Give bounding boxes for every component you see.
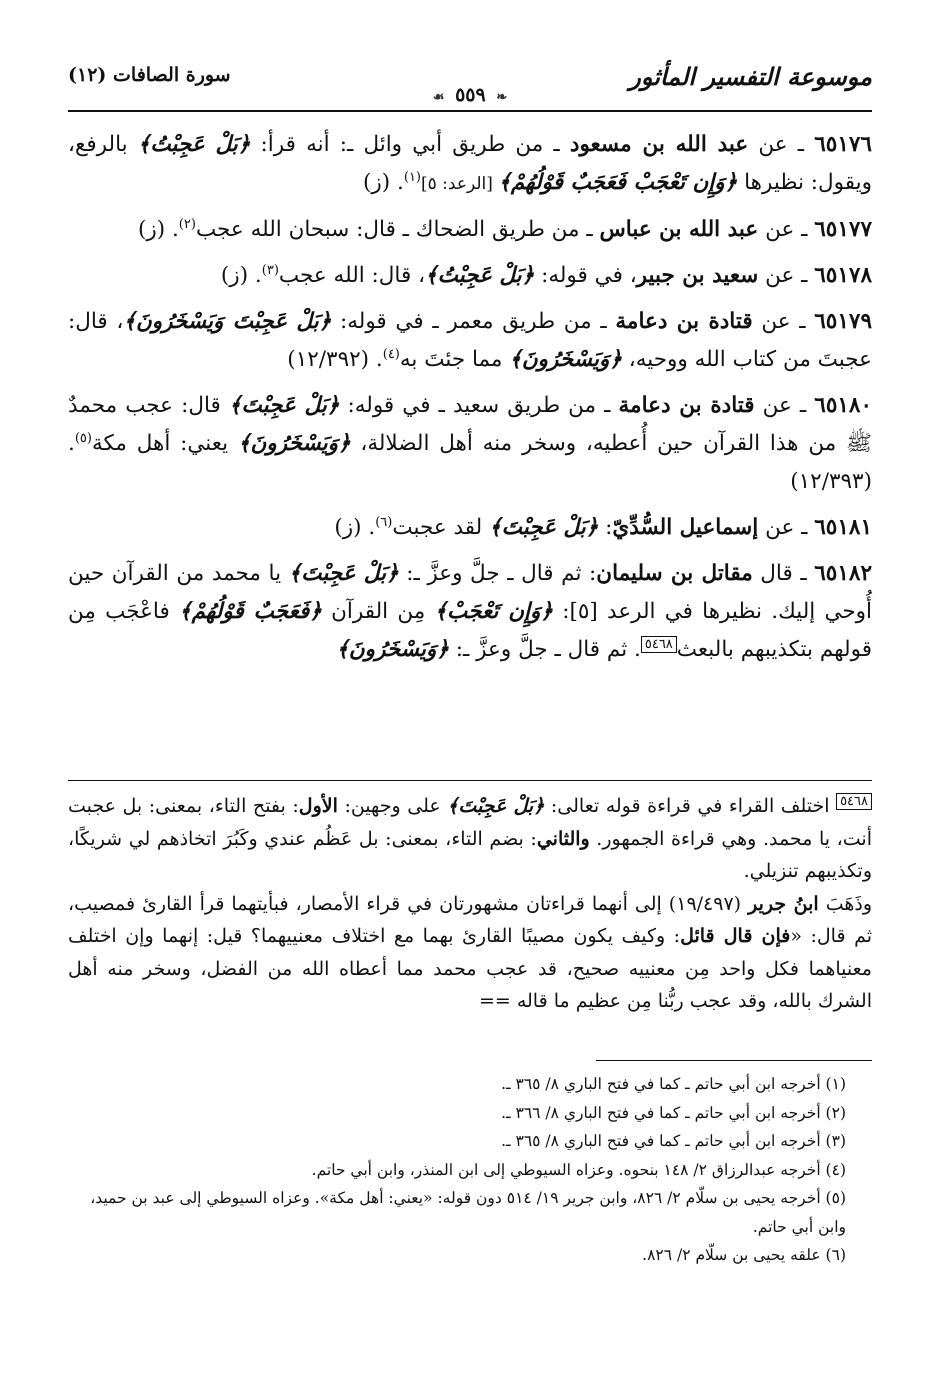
- quran-verse: ﴿بَلْ عَجِبْتَ﴾: [489, 515, 599, 540]
- narration-entry: ٦٥١٧٩ ـ عن قتادة بن دعامة ـ من طريق معمر ـ في قوله: ﴿بَلْ عَجِبْتَ وَيَسْخَرُونَ﴾، قال: عجبتَ من كتاب الله ووحيه، ﴿وَيَسْخَرُونَ﴾ مما جئتَ به$^{(٤)}$. (١٢/٣٩٢): [68, 309, 872, 372]
- commentary-section: [68, 790, 872, 1018]
- narrator: إسماعيل السُّدِّيّ: [612, 515, 759, 540]
- quran-verse: ﴿بَلْ عَجِبْتَ﴾: [447, 795, 545, 817]
- footnote: (١) أخرجه ابن أبي حاتم ـ كما في فتح الباري ٨/ ٣٦٥ ـ.: [501, 1075, 846, 1093]
- narration-entry: ٦٥١٨٠ ـ عن قتادة بن دعامة ـ من طريق سعيد ـ في قوله: ﴿بَلْ عَجِبْتَ﴾ قال: عجب محمدٌ ﷺ من هذا القرآن حين أُعطيه، وسخر منه أهل الضلالة، ﴿وَيَسْخَرُونَ﴾ يعني: أهل مكة$^{(٥)}$. (١٢/٣٩٣): [68, 393, 873, 494]
- narration-entry: ٦٥١٧٦ ـ عن عبد الله بن مسعود ـ من طريق أبي وائل ـ: أنه قرأ: ﴿بَلْ عَجِبْتُ﴾ بالرفع، ويقول: نظيرها ﴿وَإِن تَعْجَبْ فَعَجَبٌ قَوْلُهُمْ﴾ [الرعد: ٥]$^{(١)}$. (ز): [68, 132, 872, 195]
- quran-verse: ﴿وَيَسْخَرُونَ﴾: [336, 637, 449, 662]
- page-number: ٥٥٩: [455, 84, 486, 106]
- narrator: سعيد بن جبير: [636, 263, 759, 288]
- volume-page-ref: . (١٢/٣٩٣): [68, 431, 872, 494]
- footnote: (٦) علقه يحيى بن سلّام ٢/ ٨٢٦.: [642, 1246, 846, 1264]
- narrator: قتادة بن دعامة: [615, 309, 753, 334]
- commentary-box-number: ٥٤٦٨: [836, 793, 872, 810]
- entry-number: ٦٥١٧٦: [814, 132, 872, 157]
- header-rule: [68, 110, 872, 112]
- narration-entry: ٦٥١٧٧ ـ عن عبد الله بن عباس ـ من طريق الضحاك ـ قال: سبحان الله عجب$^{(٢)}$. (ز): [137, 216, 872, 242]
- entry-number: ٦٥١٧٧: [814, 217, 872, 242]
- ornament-icon: ☙: [432, 90, 445, 105]
- quran-verse: ﴿بَلْ عَجِبْتَ﴾: [288, 561, 399, 586]
- page-header: [68, 60, 872, 104]
- verse-reference: [الرعد: ٥]: [421, 174, 499, 194]
- quran-verse: ﴿وَإِن تَعْجَبْ﴾: [434, 599, 553, 624]
- quran-verse: ﴿وَيَسْخَرُونَ﴾: [237, 431, 351, 456]
- narration-entry: ٦٥١٧٨ ـ عن سعيد بن جبير، في قوله: ﴿بَلْ عَجِبْتُ﴾، قال: الله عجب$^{(٣)}$. (ز): [220, 262, 872, 288]
- narrator: قتادة بن دعامة: [618, 393, 755, 418]
- entry-number: ٦٥١٨٢: [814, 561, 872, 586]
- footnote: (٣) أخرجه ابن أبي حاتم ـ كما في فتح الباري ٨/ ٣٦٥ ـ.: [501, 1132, 846, 1150]
- footnote-marker: (١): [403, 169, 421, 185]
- commentary-paragraph: ٥٤٦٨ اختلف القراء في قراءة قوله تعالى: ﴿بَلْ عَجِبْتَ﴾ على وجهين: الأول: بفتح التاء، بمعنى: بل عجبت أنت، يا محمد. وهي قراءة الجمهور. والثاني: بضم التاء، بمعنى: بل عَظُم عندي وكَبُرَ اتخاذهم لي شريكًا، وتكذيبهم تنزيلي.: [68, 793, 872, 882]
- footnote-marker: (٤): [382, 346, 400, 362]
- commentary-box-number: ٥٤٦٨: [641, 636, 677, 653]
- narration-entry: ٦٥١٨٢ ـ قال مقاتل بن سليمان: ثم قال ـ جلَّ وعزَّ ـ: ﴿بَلْ عَجِبْتَ﴾ يا محمد من القرآن حين أُوحي إليك. نظيرها في الرعد [٥]: ﴿وَإِن تَعْجَبْ﴾ مِن القرآن ﴿فَعَجَبٌ قَوْلُهُمْ﴾ فاعْجَب مِن قولهم بتكذيبهم بالبعث٥٤٦٨. ثم قال ـ جلَّ وعزَّ ـ: ﴿وَيَسْخَرُونَ﴾: [68, 561, 873, 662]
- narrator: عبد الله بن مسعود: [569, 132, 749, 157]
- quran-verse: ﴿وَيَسْخَرُونَ﴾: [509, 347, 622, 372]
- commentary-paragraph: وذَهَبَ ابنُ جرير (١٩/٤٩٧) إلى أنهما قراءتان مشهورتان في قراء الأمصار، فبأيتهما قرأ القارئ فمصيب، ثم قال: «فإن قال قائل: وكيف يكون مصيبًا القارئ بهما مع اختلاف معنييهما؟ قيل: إنهما وإن اختلف معنياهما فكل واحد مِن معنييه صحيح، قد عجب محمد مما أعطاه الله من الفضل، وسخر منه أهل الشرك بالله، وقد عجب ربُّنا مِن عظيم ما قاله ==: [68, 892, 873, 1012]
- footnotes: [68, 1070, 872, 1270]
- quran-verse: ﴿وَإِن تَعْجَبْ فَعَجَبٌ قَوْلُهُمْ﴾: [498, 170, 738, 195]
- page-number-row: [68, 84, 872, 106]
- narration-list: [68, 126, 872, 677]
- surah-label: سورة الصافات (١٢): [68, 64, 231, 86]
- entry-number: ٦٥١٨٠: [814, 393, 873, 418]
- footnote-marker: (٥): [74, 430, 92, 446]
- entry-number: ٦٥١٨١: [814, 515, 872, 540]
- quran-verse: ﴿بَلْ عَجِبْتَ وَيَسْخَرُونَ﴾: [123, 309, 332, 334]
- narration-entry: ٦٥١٨١ ـ عن إسماعيل السُّدِّيّ: ﴿بَلْ عَجِبْتَ﴾ لقد عجبت$^{(٦)}$. (ز): [334, 514, 872, 540]
- footnote: (٥) أخرجه يحيى بن سلّام ٢/ ٨٢٦، وابن جرير ١٩/ ٥١٤ دون قوله: «يعني: أهل مكة». وعزاه السيوطي إلى عبد بن حميد، وابن أبي حاتم.: [90, 1189, 846, 1236]
- narrator: مقاتل بن سليمان: [596, 561, 753, 586]
- footnote: (٢) أخرجه ابن أبي حاتم ـ كما في فتح الباري ٨/ ٣٦٦ ـ.: [501, 1103, 846, 1122]
- quran-verse: ﴿بَلْ عَجِبْتَ﴾: [228, 393, 340, 418]
- footnote-separator: [596, 1060, 872, 1061]
- quran-verse: ﴿بَلْ عَجِبْتُ﴾: [137, 132, 251, 157]
- footnote-marker: (٦): [375, 514, 393, 530]
- footnote-marker: (٢): [178, 216, 196, 232]
- scholar-name: ابنُ جرير: [748, 892, 819, 915]
- book-title: موسوعة التفسير المأثور: [629, 62, 872, 91]
- page: [68, 60, 872, 1360]
- footnote-marker: (٣): [261, 262, 279, 278]
- narrator: عبد الله بن عباس: [599, 217, 759, 242]
- volume-page-ref: . (١٢/٣٩٢): [287, 347, 383, 372]
- quran-verse: ﴿بَلْ عَجِبْتُ﴾: [425, 263, 535, 288]
- quran-verse: ﴿فَعَجَبٌ قَوْلُهُمْ﴾: [178, 599, 322, 624]
- footnote: (٤) أخرجه عبدالرزاق ٢/ ١٤٨ بنحوه. وعزاه السيوطي إلى ابن المنذر، وابن أبي حاتم.: [311, 1160, 846, 1179]
- commentary-separator: [68, 780, 872, 781]
- entry-number: ٦٥١٧٨: [814, 263, 872, 288]
- entry-number: ٦٥١٧٩: [814, 309, 872, 334]
- ornament-icon: ❧: [496, 90, 508, 105]
